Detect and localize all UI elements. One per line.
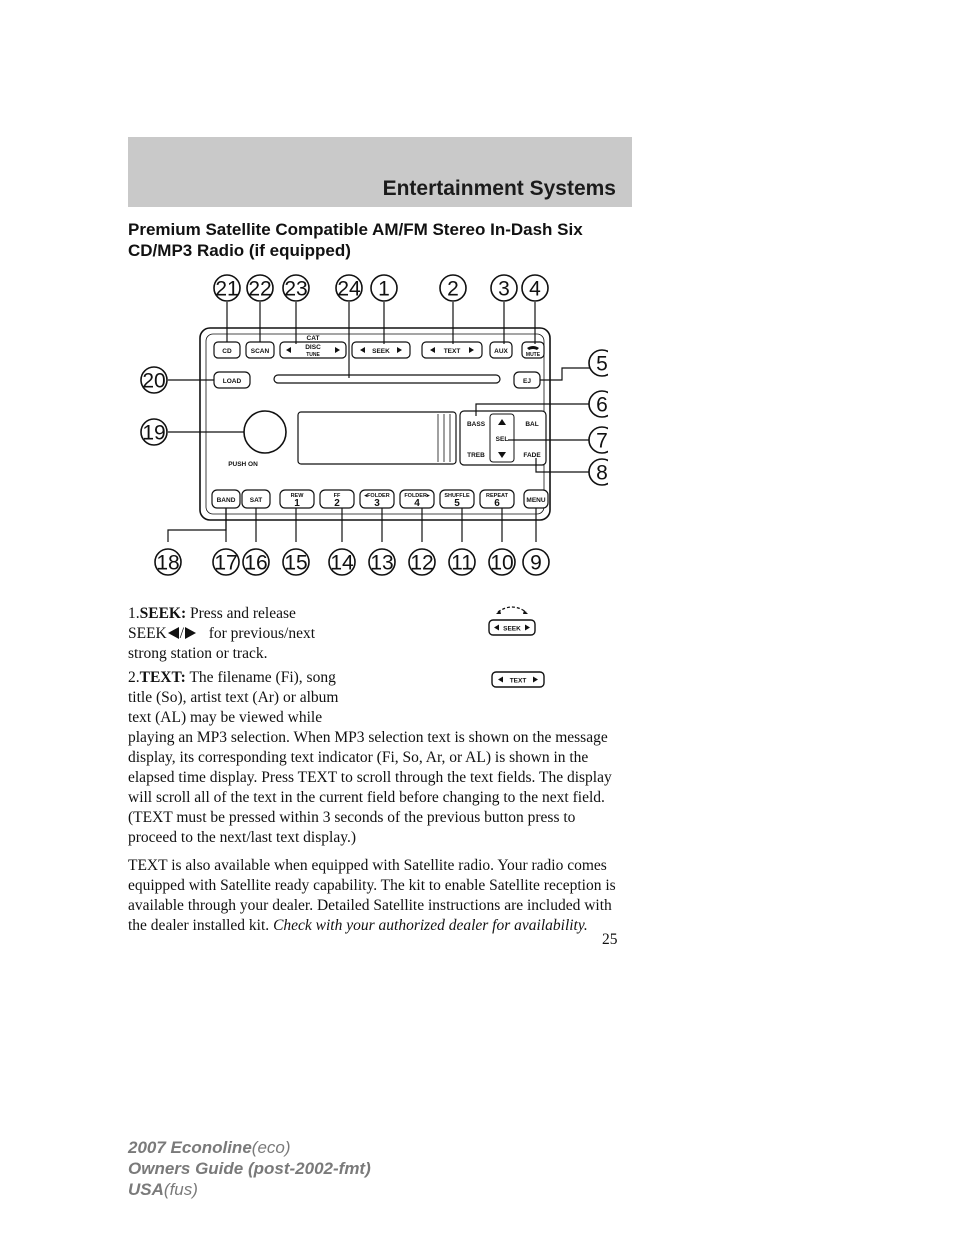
svg-text:5: 5 (454, 498, 460, 509)
callout-17 (213, 549, 239, 575)
bass-label: BASS (466, 421, 486, 428)
cd-button[interactable] (214, 342, 240, 358)
callout-5 (589, 350, 608, 376)
svg-text:7: 7 (596, 429, 608, 453)
callout-4 (522, 275, 548, 301)
svg-text:5: 5 (596, 352, 608, 376)
svg-text:18: 18 (156, 551, 180, 575)
callout-21 (214, 275, 240, 301)
callout-1 (371, 275, 397, 301)
seek-right-icon (185, 627, 196, 639)
preset-button-3[interactable] (360, 490, 394, 509)
svg-text:REPEAT: REPEAT (486, 493, 508, 499)
cat-label: CAT (306, 335, 320, 342)
seek-button-icon (486, 606, 538, 638)
callout-22 (247, 275, 273, 301)
section-title: Premium Satellite Compatible AM/FM Stereo In-Dash Six CD/MP3 Radio (if equipped) (128, 220, 583, 260)
svg-text:16: 16 (244, 551, 268, 575)
message-display (298, 412, 456, 464)
svg-text:2: 2 (334, 498, 340, 509)
svg-text:15: 15 (284, 551, 308, 575)
callout-20 (141, 367, 167, 393)
svg-text:23: 23 (284, 277, 308, 301)
callout-6 (589, 391, 608, 417)
callout-8 (589, 459, 608, 485)
sat-button[interactable] (242, 490, 270, 508)
seek-button[interactable] (352, 342, 410, 358)
svg-text:24: 24 (337, 277, 361, 301)
svg-text:REW: REW (290, 493, 304, 499)
svg-text:9: 9 (530, 551, 542, 575)
callout-15 (283, 549, 309, 575)
svg-text:1: 1 (294, 498, 300, 509)
svg-text:11: 11 (451, 551, 473, 575)
text-button[interactable] (422, 342, 482, 358)
disc-tune-button[interactable] (280, 342, 346, 358)
svg-text:13: 13 (370, 551, 394, 575)
svg-text:12: 12 (410, 551, 434, 575)
svg-text:10: 10 (490, 551, 514, 575)
callout-18 (155, 549, 181, 575)
svg-text:2: 2 (447, 277, 459, 301)
header-band (128, 137, 632, 207)
svg-text:14: 14 (330, 551, 354, 575)
callout-3 (491, 275, 517, 301)
audio-panel (460, 411, 546, 465)
chapter-title: Entertainment Systems (382, 177, 616, 200)
svg-text:3: 3 (374, 498, 380, 509)
svg-text:17: 17 (214, 551, 238, 575)
svg-text:CD: CD (222, 348, 232, 355)
cd-slot (274, 375, 500, 383)
scan-button[interactable] (246, 342, 274, 358)
bal-label: BAL (525, 421, 539, 428)
callout-19 (141, 419, 167, 445)
svg-text:EJ: EJ (523, 378, 531, 385)
svg-text:8: 8 (596, 461, 608, 485)
band-button[interactable] (212, 490, 240, 508)
preset-button-4[interactable] (400, 490, 434, 509)
seek-left-icon (168, 627, 179, 639)
svg-text:21: 21 (215, 277, 239, 301)
satellite-paragraph: TEXT is also available when equipped with Satellite radio. Your radio comes equipped with Satellite ready capability. The kit to enable Satellite reception is available through your dealer. Detailed Satellite instructions are included with the dealer installed kit. Check with your authorized dealer for availability. (128, 857, 616, 934)
sel-label: SEL (495, 436, 509, 443)
text-description-continued: playing an MP3 selection. When MP3 selection text is shown on the message display, its corresponding text indicator (Fi, So, Ar, or AL) is shown in the elapsed time display. Press TEXT to scroll through the text fields. The display will scroll all of the text in the current field before changing to the next field. (TEXT must be pressed within 3 seconds of the previous button press to proceed to the next/last text display.) (128, 729, 612, 846)
svg-text:TEXT: TEXT (509, 677, 527, 685)
svg-text:6: 6 (494, 498, 500, 509)
treb-label: TREB (467, 452, 485, 459)
svg-text:LOAD: LOAD (222, 378, 242, 385)
eject-button[interactable] (514, 372, 540, 388)
svg-text:SHUFFLE: SHUFFLE (444, 493, 470, 499)
preset-button-1[interactable] (280, 490, 314, 509)
callout-12 (409, 549, 435, 575)
svg-text:DISC: DISC (305, 344, 321, 351)
callout-7 (589, 427, 608, 453)
svg-text:1: 1 (378, 277, 390, 301)
svg-text:6: 6 (596, 393, 608, 417)
footer: 2007 Econoline(eco) Owners Guide (post-2002-fmt) USA(fus) (128, 1138, 371, 1199)
callout-24 (336, 275, 362, 301)
text-button-icon (490, 670, 546, 690)
radio-diagram (128, 268, 608, 584)
svg-text:4: 4 (414, 498, 420, 509)
svg-text:FOLDER▸: FOLDER▸ (404, 493, 430, 499)
callout-16 (243, 549, 269, 575)
svg-text:SEEK: SEEK (503, 625, 521, 633)
svg-text:◂FOLDER: ◂FOLDER (364, 493, 390, 499)
svg-text:AUX: AUX (494, 348, 508, 355)
mute-button[interactable] (522, 342, 544, 358)
callout-10 (489, 549, 515, 575)
callout-9 (523, 549, 549, 575)
preset-button-6[interactable] (480, 490, 514, 509)
menu-button[interactable] (524, 490, 548, 508)
text-description-intro: 2.TEXT: The filename (Fi), song title (So), artist text (Ar) or album text (AL) may be viewed while (128, 669, 339, 726)
svg-text:19: 19 (142, 421, 166, 445)
svg-text:4: 4 (529, 277, 541, 301)
push-on-label: PUSH ON (228, 461, 258, 468)
svg-text:FF: FF (333, 493, 341, 499)
preset-button-5[interactable] (440, 490, 474, 509)
svg-text:BAND: BAND (216, 497, 236, 504)
load-button[interactable] (214, 372, 250, 388)
svg-text:SAT: SAT (249, 497, 263, 504)
fade-label: FADE (523, 452, 541, 459)
svg-text:SCAN: SCAN (250, 348, 270, 355)
seek-description: 1.SEEK: Press and release SEEK / for previous/next strong station or track. (128, 605, 316, 662)
svg-text:20: 20 (142, 369, 166, 393)
page-number: 25 (602, 931, 618, 948)
svg-text:MENU: MENU (526, 497, 546, 504)
callout-23 (283, 275, 309, 301)
svg-text:22: 22 (248, 277, 272, 301)
preset-button-2[interactable] (320, 490, 354, 509)
aux-button[interactable] (490, 342, 512, 358)
svg-text:TUNE: TUNE (306, 352, 320, 358)
callout-14 (329, 549, 355, 575)
callout-11 (449, 549, 475, 575)
callout-13 (369, 549, 395, 575)
callout-2 (440, 275, 466, 301)
svg-text:TEXT: TEXT (443, 348, 461, 355)
volume-knob (244, 411, 286, 453)
svg-text:MUTE: MUTE (525, 352, 541, 358)
svg-text:3: 3 (498, 277, 510, 301)
svg-text:SEEK: SEEK (372, 348, 390, 355)
